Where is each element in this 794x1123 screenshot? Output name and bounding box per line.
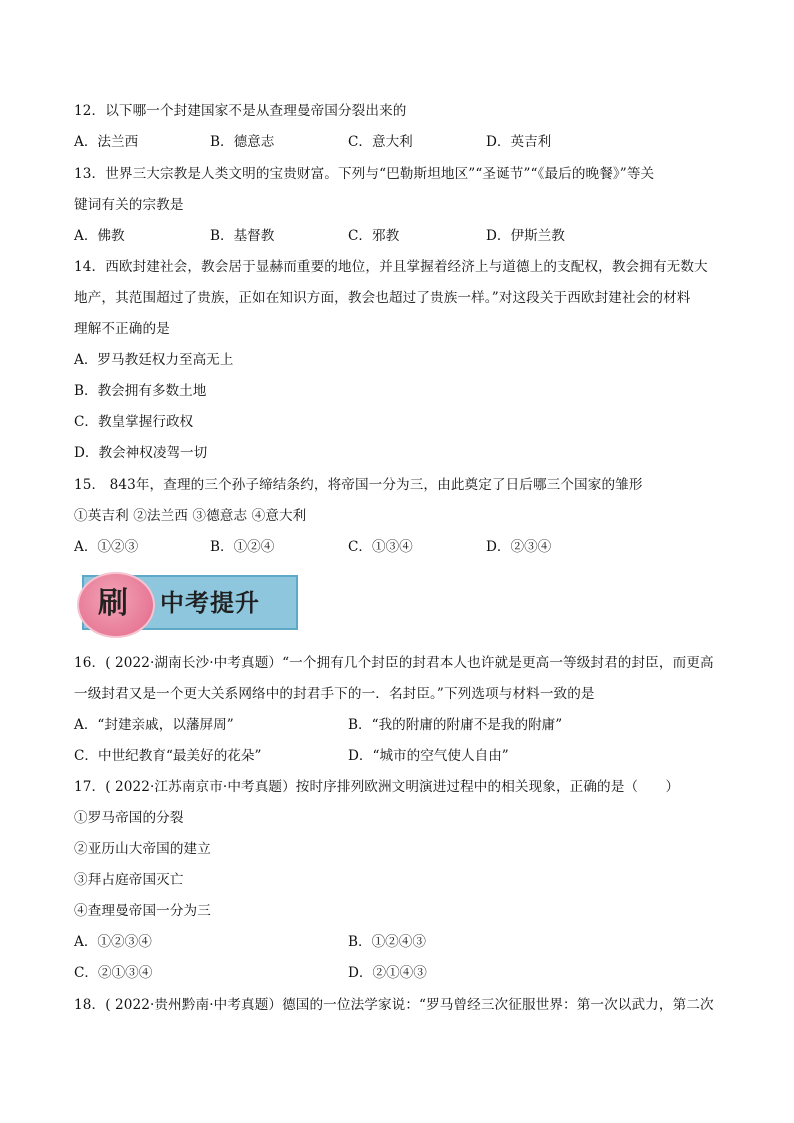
- q17-item-4: ④查理曼帝国一分为三: [74, 903, 211, 919]
- question-17-stem: 17．( 2022·江苏南京市·中考真题）按时序排列欧洲文明演进过程中的相关现象，正确的是（ ）: [74, 779, 680, 795]
- q17-item-2: ②亚历山大帝国的建立: [74, 841, 211, 857]
- question-14-stem-line2: 地产，其范围超过了贵族，正如在知识方面，教会也超过了贵族一样。”对这段关于西欧封建社会的材料: [74, 290, 691, 306]
- q13-option-d[interactable]: D．伊斯兰教: [486, 228, 565, 244]
- question-15-stem: 15． 843年，查理的三个孙子缔结条约，将帝国一分为三，由此奠定了日后哪三个国家的雏形: [74, 477, 643, 493]
- question-16-stem-line1: 16．( 2022·湖南长沙·中考真题）“一个拥有几个封臣的封君本人也许就是更高一等级封君的封臣，而更高: [74, 655, 714, 671]
- q12-option-a[interactable]: A．法兰西: [74, 134, 139, 150]
- question-18-stem: 18．( 2022·贵州黔南·中考真题）德国的一位法学家说：“罗马曾经三次征服世界：第一次以武力，第二次: [74, 997, 714, 1013]
- q14-option-a[interactable]: A．罗马教廷权力至高无上: [74, 352, 234, 368]
- q12-option-d[interactable]: D．英吉利: [486, 134, 552, 150]
- q17-item-1: ①罗马帝国的分裂: [74, 810, 184, 826]
- question-15-items: ①英吉利 ②法兰西 ③德意志 ④意大利: [74, 508, 307, 524]
- q16-option-b[interactable]: B．“我的附庸的附庸不是我的附庸”: [348, 717, 563, 733]
- q15-option-b[interactable]: B．①②④: [210, 539, 275, 555]
- q17-option-c[interactable]: C．②①③④: [74, 965, 153, 981]
- q17-option-d[interactable]: D．②①④③: [348, 965, 427, 981]
- q17-option-a[interactable]: A．①②③④: [74, 934, 152, 950]
- q13-option-b[interactable]: B．基督教: [210, 228, 275, 244]
- question-12-stem: 12．以下哪一个封建国家不是从查理曼帝国分裂出来的: [74, 103, 407, 119]
- question-14-stem-line1: 14．西欧封建社会，教会居于显赫而重要的地位，并且掌握着经济上与道德上的支配权，教会拥有无数大: [74, 259, 708, 275]
- question-16-stem-line2: 一级封君又是一个更大关系网络中的封君手下的一．名封臣。”下列选项与材料一致的是: [74, 686, 595, 702]
- q15-option-d[interactable]: D．②③④: [486, 539, 552, 555]
- q12-option-c[interactable]: C．意大利: [348, 134, 413, 150]
- q13-option-c[interactable]: C．邪教: [348, 228, 400, 244]
- q12-option-b[interactable]: B．德意志: [210, 134, 275, 150]
- banner-brush-character: 刷: [98, 586, 128, 621]
- banner-title: 中考提升: [160, 588, 260, 617]
- question-13-stem-line1: 13．世界三大宗教是人类文明的宝贵财富。下列与“巴勒斯坦地区”“圣诞节”“《最后的晚餐》”等关: [74, 166, 655, 182]
- q15-option-c[interactable]: C．①③④: [348, 539, 413, 555]
- section-banner: [74, 572, 298, 634]
- question-14-stem-line3: 理解不正确的是: [74, 321, 170, 337]
- question-13-stem-line2: 键词有关的宗教是: [74, 197, 184, 213]
- q17-option-b[interactable]: B．①②④③: [348, 934, 426, 950]
- q14-option-b[interactable]: B．教会拥有多数土地: [74, 383, 207, 399]
- q14-option-c[interactable]: C．教皇掌握行政权: [74, 414, 194, 430]
- q17-item-3: ③拜占庭帝国灭亡: [74, 872, 184, 888]
- q16-option-a[interactable]: A．“封建亲戚，以藩屏周”: [74, 717, 234, 733]
- q14-option-d[interactable]: D．教会神权凌驾一切: [74, 445, 208, 461]
- q16-option-d[interactable]: D．“城市的空气使人自由”: [348, 748, 509, 764]
- q15-option-a[interactable]: A．①②③: [74, 539, 139, 555]
- q13-option-a[interactable]: A．佛教: [74, 228, 125, 244]
- q16-option-c[interactable]: C．中世纪教育“最美好的花朵”: [74, 748, 262, 764]
